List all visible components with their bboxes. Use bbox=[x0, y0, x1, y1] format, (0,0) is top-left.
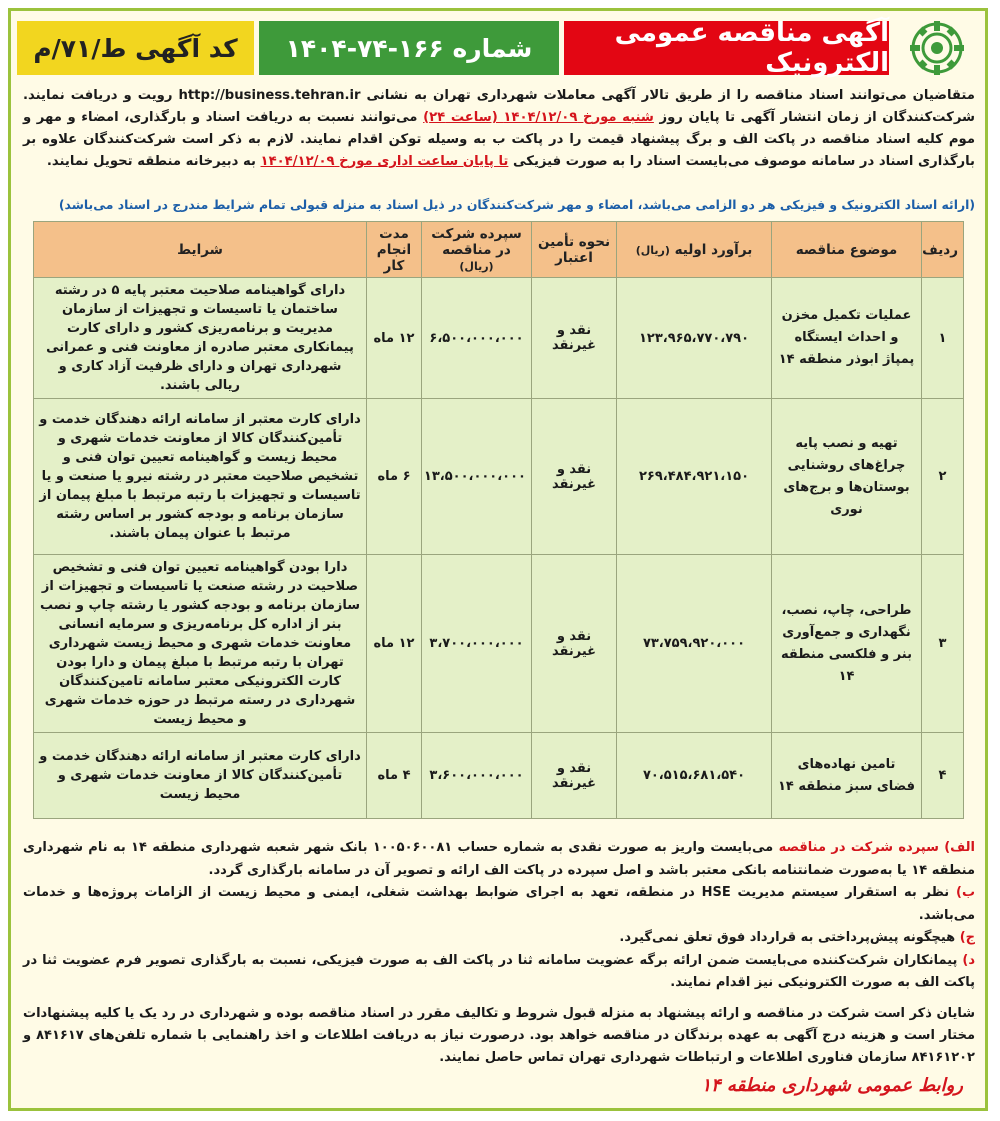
note-c-text: هیچگونه پیش‌پرداختی به قرارداد فوق تعلق نمی‌گیرد. bbox=[619, 930, 956, 945]
note-a-text: می‌بایست واریز به صورت نقدی به شماره حساب ۱۰۰۵۰۶۰۰۸۱ بانک شهر شعبه شهرداری منطقه ۱۴ به نام شهرداری منطقه ۱۴ یا به‌صورت ضمانتنامه بانکی معتبر باشد و اصل سپرده در پاکت الف ارائه و تصویر آن در سامانه بارگذاری گردد. bbox=[23, 840, 975, 878]
note-d-text: پیمانکاران شرکت‌کننده می‌بایست ضمن ارائه برگه عضویت سامانه ثنا در پاکت الف به صورت فیزیکی، نسبت به بارگذاری تصویر فرم عضویت ثنا در پاکت الف به صورت الکترونیکی نیز اقدام نمایند. bbox=[23, 952, 975, 990]
cell-duration: ۱۲ ماه bbox=[367, 278, 422, 399]
cell-conditions: دارای کارت معتبر از سامانه ارائه دهندگان خدمت و تأمین‌کنندگان کالا از معاونت خدمات شهری و محیط زیست و گواهینامه تعیین توان فنی و تشخیص صلاحیت معتبر در رشته نیرو یا صنعت و یا تاسیسات و تجهیزات با رتبه مرتبط با مبلغ پیمان از سازمان برنامه و بودجه کشور بر اساس رشته مرتبط با عنوان پیمان باشند. bbox=[34, 399, 367, 555]
cell-funding: نقد و غیرنقد bbox=[532, 399, 617, 555]
col-header-row: ردیف bbox=[922, 222, 964, 278]
cell-deposit: ۱۳،۵۰۰،۰۰۰،۰۰۰ bbox=[422, 399, 532, 555]
col-header-deposit-unit: (ریال) bbox=[459, 259, 494, 273]
cell-duration: ۶ ماه bbox=[367, 399, 422, 555]
col-header-deposit bbox=[422, 222, 532, 278]
col-header-estimate bbox=[617, 222, 772, 278]
public-relations-signature: روابط عمومی شهرداری منطقه ۱۴ bbox=[701, 1075, 963, 1096]
note-b bbox=[23, 882, 975, 927]
cell-conditions: دارا بودن گواهینامه تعیین توان فنی و تشخیص صلاحیت در رشته صنعت یا تاسیسات و تجهیزات از سازمان برنامه و بودجه کشور یا رشته چاپ و نصب بنر از اداره کل برنامه‌ریزی و سرمایه انسانی معاونت خدمات شهری و محیط زیست شهرداری تهران با رتبه مرتبط با مبلغ پیمان و دارا بودن کارت الکترونیکی معتبر سامانه تامین‌کنندگان شهرداری در رسته مرتبط در حوزه خدمات شهری و محیط زیست bbox=[34, 555, 367, 733]
note-c-label: ج) bbox=[959, 930, 975, 945]
cell-estimate: ۲۶۹،۴۸۴،۹۲۱،۱۵۰ bbox=[617, 399, 772, 555]
cell-row: ۱ bbox=[922, 278, 964, 399]
note-d-label: د) bbox=[962, 952, 975, 968]
note-a-label: الف) سپرده شرکت در مناقصه bbox=[778, 840, 975, 855]
col-header-funding: نحوه تأمین اعتبار bbox=[532, 222, 617, 278]
business-portal-link[interactable]: http://business.tehran.ir bbox=[178, 88, 361, 103]
note-b-text: نظر به استقرار سیستم مدیریت HSE در منطقه، تعهد به اجرای ضوابط بهداشت شغلی، ایمنی و محیط زیست از الزامات پروژه‌ها و خدمات می‌باشد. bbox=[23, 885, 975, 923]
col-header-estimate-label: برآورد اولیه bbox=[674, 241, 753, 258]
tenders-table bbox=[33, 221, 964, 819]
note-a bbox=[23, 837, 975, 882]
cell-duration: ۴ ماه bbox=[367, 733, 422, 819]
requirement-note: (ارائه اسناد الکترونیک و فیزیکی هر دو الزامی می‌باشد، امضاء و مهر شرکت‌کنندگان در ذیل اسناد به منزله قبولی تمام شرایط مندرج در اسناد می‌باشد) bbox=[58, 197, 975, 212]
header bbox=[17, 17, 979, 79]
table-row bbox=[34, 399, 964, 555]
cell-funding: نقد و غیرنقد bbox=[532, 555, 617, 733]
cell-subject: تامین نهاده‌های فضای سبز منطقه ۱۴ bbox=[772, 733, 922, 819]
cell-estimate: ۱۲۳،۹۶۵،۷۷۰،۷۹۰ bbox=[617, 278, 772, 399]
table-header-row bbox=[34, 222, 964, 278]
intro-text-1: متقاضیان می‌توانند اسناد مناقصه را از طریق تالار آگهی معاملات شهرداری تهران به نشانی bbox=[366, 88, 975, 103]
closing-paragraph: شایان ذکر است شرکت در مناقصه و ارائه پیشنهاد به منزله قبول شروط و تکالیف مقرر در اسناد مناقصه بوده و شهرداری در رد یک یا کلیه پیشنهادات مختار است و هزینه درج آگهی به عهده برندگان در مناقصه خواهد بود. درصورت نیاز به دریافت اطلاعات و اخذ راهنمایی با شماره تلفن‌های ۸۴۱۶۱۷ و ۸۴۱۶۱۲۰۲ سازمان فناوری اطلاعات و ارتباطات شهرداری تهران تماس حاصل نمایند. bbox=[23, 1006, 975, 1065]
ad-code: کد آگهی ط/۷۱/م bbox=[17, 21, 254, 75]
deadline-date-2: تا پایان ساعت اداری مورخ ۱۴۰۴/۱۲/۰۹ bbox=[260, 154, 509, 169]
note-b-label: ب) bbox=[956, 885, 976, 900]
cell-estimate: ۷۰،۵۱۵،۶۸۱،۵۴۰ bbox=[617, 733, 772, 819]
col-header-conditions: شرایط bbox=[34, 222, 367, 278]
cell-subject: طراحی، چاپ، نصب، نگهداری و جمع‌آوری بنر و فلکسی منطقه ۱۴ bbox=[772, 555, 922, 733]
notes-section bbox=[23, 837, 975, 995]
cell-deposit: ۶،۵۰۰،۰۰۰،۰۰۰ bbox=[422, 278, 532, 399]
cell-row: ۴ bbox=[922, 733, 964, 819]
col-header-deposit-label: سپرده شرکت در مناقصه bbox=[431, 225, 522, 258]
cell-estimate: ۷۳،۷۵۹،۹۲۰،۰۰۰ bbox=[617, 555, 772, 733]
cell-conditions: دارای کارت معتبر از سامانه ارائه دهندگان خدمت و تأمین‌کنندگان کالا از معاونت خدمات شهری و محیط زیست bbox=[34, 733, 367, 819]
table-row bbox=[34, 278, 964, 399]
intro-paragraph bbox=[23, 85, 975, 173]
cell-subject: عملیات تکمیل مخزن و احداث ایستگاه پمپاژ ابوذر منطقه ۱۴ bbox=[772, 278, 922, 399]
col-header-subject: موضوع مناقصه bbox=[772, 222, 922, 278]
cell-row: ۳ bbox=[922, 555, 964, 733]
ad-number: شماره ۱۶۶-۷۴-۱۴۰۴ bbox=[259, 21, 559, 75]
intro-text-2: رویت و دریافت نمایند. شرکت‌کنندگان از زمان انتشار آگهی تا پایان روز bbox=[23, 88, 975, 125]
table-row bbox=[34, 733, 964, 819]
note-c bbox=[23, 927, 975, 950]
deadline-date-1: شنبه مورخ ۱۴۰۴/۱۲/۰۹ (ساعت ۲۴) bbox=[423, 110, 654, 125]
col-header-duration: مدت انجام کار bbox=[367, 222, 422, 278]
cell-funding: نقد و غیرنقد bbox=[532, 278, 617, 399]
cell-deposit: ۳،۷۰۰،۰۰۰،۰۰۰ bbox=[422, 555, 532, 733]
tehran-municipality-logo-icon bbox=[895, 17, 979, 79]
cell-duration: ۱۲ ماه bbox=[367, 555, 422, 733]
table-row bbox=[34, 555, 964, 733]
cell-subject: تهیه و نصب پایه چراغ‌های روشنایی بوستان‌ها و برج‌های نوری bbox=[772, 399, 922, 555]
col-header-estimate-unit: (ریال) bbox=[635, 243, 670, 257]
ad-title: آگهی مناقصه عمومی الکترونیک bbox=[564, 21, 889, 75]
intro-text-4: به دبیرخانه منطقه تحویل نمایند. bbox=[46, 154, 256, 169]
cell-conditions: دارای گواهینامه صلاحیت معتبر پایه ۵ در رشته ساختمان یا تاسیسات و تجهیزات از سازمان مدیریت و برنامه‌ریزی کشور و دارای کارت پیمانکاری معتبر صادره از معاونت فنی و عمرانی شهرداری تهران و دارای ظرفیت آزاد کاری و ریالی باشند. bbox=[34, 278, 367, 399]
note-d bbox=[23, 950, 975, 995]
cell-funding: نقد و غیرنقد bbox=[532, 733, 617, 819]
tender-advertisement bbox=[8, 8, 988, 1111]
cell-deposit: ۳،۶۰۰،۰۰۰،۰۰۰ bbox=[422, 733, 532, 819]
cell-row: ۲ bbox=[922, 399, 964, 555]
intro-text-3: می‌توانند نسبت به دریافت اسناد و بارگذاری، امضاء و مهر و موم کلیه اسناد مناقصه در پاکت الف و برگ پیشنهاد قیمت را در پاکت ب به وسیله توکن اقدام نمایند. لازم به ذکر است شرکت‌کنندگان علاوه بر بارگذاری اسناد در سامانه موصوف می‌بایست اسناد را به صورت فیزیکی bbox=[23, 110, 975, 169]
